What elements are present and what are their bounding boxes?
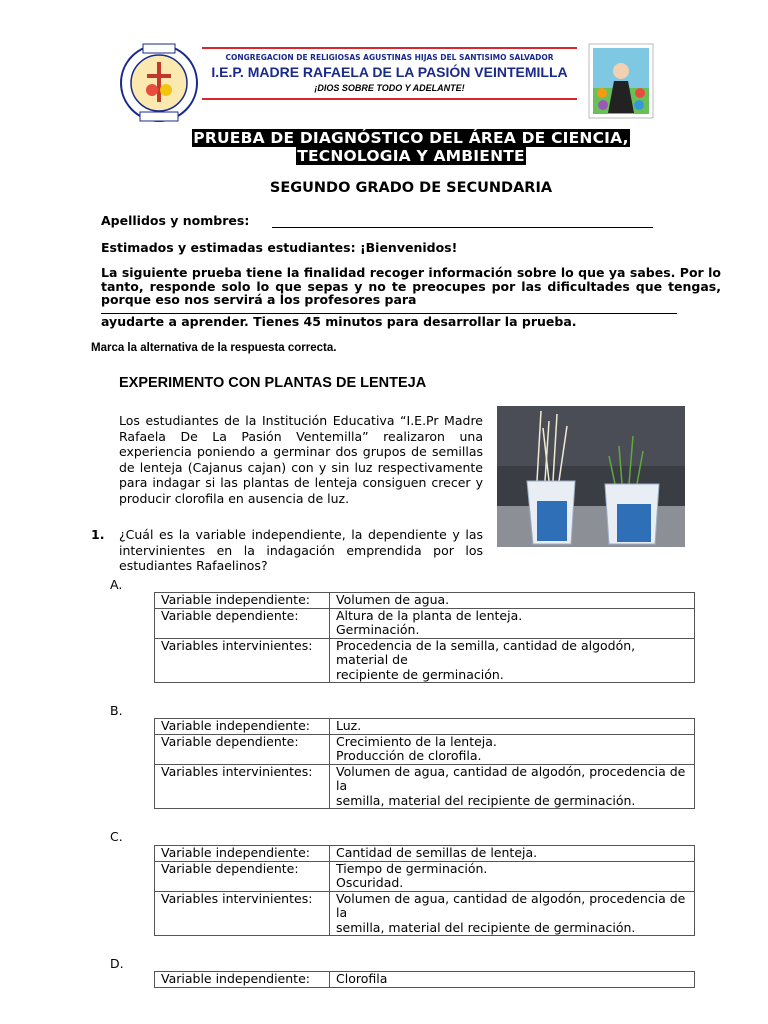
table-row bbox=[155, 861, 695, 891]
option-letter-b[interactable]: B. bbox=[110, 703, 123, 718]
value-line: recipiente de germinación. bbox=[336, 666, 504, 682]
row-label: Variables intervinientes: bbox=[155, 764, 330, 809]
row-value bbox=[330, 638, 695, 683]
question-text: ¿Cuál es la variable independiente, la dependiente y las intervinientes en la indagación emprendida por los estudiantes Rafaelinos? bbox=[119, 527, 483, 573]
value-line: semilla, material del recipiente de germinación. bbox=[336, 792, 636, 808]
row-label: Variable dependiente: bbox=[155, 861, 330, 891]
value-line: Cantidad de semillas de lenteja. bbox=[336, 845, 538, 860]
value-line: Altura de la planta de lenteja. bbox=[336, 607, 523, 623]
row-value bbox=[330, 734, 695, 764]
value-line: Volumen de agua. bbox=[336, 592, 450, 607]
section-title: EXPERIMENTO CON PLANTAS DE LENTEJA bbox=[119, 375, 427, 391]
name-label: Apellidos y nombres: bbox=[101, 213, 250, 228]
value-line: Clorofila bbox=[336, 971, 388, 986]
row-label: Variable independiente: bbox=[155, 593, 330, 609]
header-bottom-rule bbox=[202, 98, 577, 100]
table-row bbox=[155, 846, 695, 862]
saint-portrait-image bbox=[588, 43, 654, 119]
row-label: Variable independiente: bbox=[155, 972, 330, 988]
test-title-line2 bbox=[0, 147, 768, 165]
test-title-line1-text: PRUEBA DE DIAGNÓSTICO DEL ÁREA DE CIENCIA, bbox=[193, 129, 629, 147]
row-value bbox=[330, 593, 695, 609]
value-line: Procedencia de la semilla, cantidad de algodón, material de bbox=[336, 637, 636, 667]
option-letter-c[interactable]: C. bbox=[110, 829, 123, 844]
option-letter-d[interactable]: D. bbox=[110, 956, 124, 971]
greeting-text: Estimados y estimadas estudiantes: ¡Bienvenidos! bbox=[101, 240, 458, 255]
option-table-a bbox=[154, 592, 695, 683]
school-seal-logo bbox=[118, 42, 200, 124]
row-label: Variable independiente: bbox=[155, 846, 330, 862]
row-label: Variables intervinientes: bbox=[155, 638, 330, 683]
value-line: Tiempo de germinación. bbox=[336, 860, 488, 876]
row-value bbox=[330, 846, 695, 862]
row-value bbox=[330, 719, 695, 735]
value-line: Producción de clorofila. bbox=[336, 748, 482, 763]
row-label: Variable independiente: bbox=[155, 719, 330, 735]
test-title-line1 bbox=[0, 129, 768, 147]
value-line: Crecimiento de la lenteja. bbox=[336, 733, 497, 749]
test-title-line2-text: TECNOLOGIA Y AMBIENTE bbox=[297, 147, 525, 165]
table-row bbox=[155, 972, 695, 988]
option-table-c bbox=[154, 845, 695, 936]
table-row bbox=[155, 764, 695, 809]
row-value bbox=[330, 891, 695, 936]
table-row bbox=[155, 608, 695, 638]
grade-heading: SEGUNDO GRADO DE SECUNDARIA bbox=[269, 180, 553, 196]
question-number: 1. bbox=[91, 527, 105, 542]
table-row bbox=[155, 891, 695, 936]
row-value bbox=[330, 972, 695, 988]
table-row bbox=[155, 638, 695, 683]
row-value bbox=[330, 764, 695, 809]
row-label: Variable dependiente: bbox=[155, 734, 330, 764]
value-line: semilla, material del recipiente de germinación. bbox=[336, 919, 636, 935]
value-line: Luz. bbox=[336, 718, 362, 733]
experiment-paragraph: Los estudiantes de la Institución Educativa “I.E.Pr Madre Rafaela De La Pasión Ventemilla” realizaron una experiencia poniendo a germinar dos grupos de semillas de lenteja (Cajanus cajan) con y sin luz respectivamente para indagar si las plantas de lenteja consiguen crecer y producir clorofila en ausencia de luz. bbox=[119, 413, 483, 506]
lentil-experiment-photo bbox=[497, 406, 685, 547]
intro-last-line: ayudarte a aprender. Tienes 45 minutos para desarrollar la prueba. bbox=[101, 314, 577, 329]
value-line: Volumen de agua, cantidad de algodón, procedencia de la bbox=[336, 890, 686, 920]
row-label: Variable dependiente: bbox=[155, 608, 330, 638]
value-line: Germinación. bbox=[336, 622, 420, 637]
row-value bbox=[330, 861, 695, 891]
table-row bbox=[155, 593, 695, 609]
instruction-text: Marca la alternativa de la respuesta correcta. bbox=[91, 342, 337, 354]
table-row bbox=[155, 719, 695, 735]
school-motto: ¡DIOS SOBRE TODO Y ADELANTE! bbox=[314, 83, 465, 93]
header-top-rule bbox=[202, 47, 577, 49]
value-line: Oscuridad. bbox=[336, 875, 404, 890]
option-table-b bbox=[154, 718, 695, 809]
row-value bbox=[330, 608, 695, 638]
value-line: Volumen de agua, cantidad de algodón, procedencia de la bbox=[336, 763, 686, 793]
table-row bbox=[155, 734, 695, 764]
school-name: I.E.P. MADRE RAFAELA DE LA PASIÓN VEINTEMILLA bbox=[211, 64, 568, 80]
option-table-d bbox=[154, 971, 695, 988]
congregation-name: CONGREGACION DE RELIGIOSAS AGUSTINAS HIJAS DEL SANTISIMO SALVADOR bbox=[225, 53, 554, 62]
name-blank-line[interactable] bbox=[272, 227, 653, 228]
row-label: Variables intervinientes: bbox=[155, 891, 330, 936]
option-letter-a[interactable]: A. bbox=[110, 577, 123, 592]
intro-paragraph: La siguiente prueba tiene la finalidad recoger información sobre lo que ya sabes. Por lo tanto, responde solo lo que sepas y no te preocupes por las dificultades que tengas, porque eso nos servirá a los profesores para bbox=[101, 265, 721, 307]
